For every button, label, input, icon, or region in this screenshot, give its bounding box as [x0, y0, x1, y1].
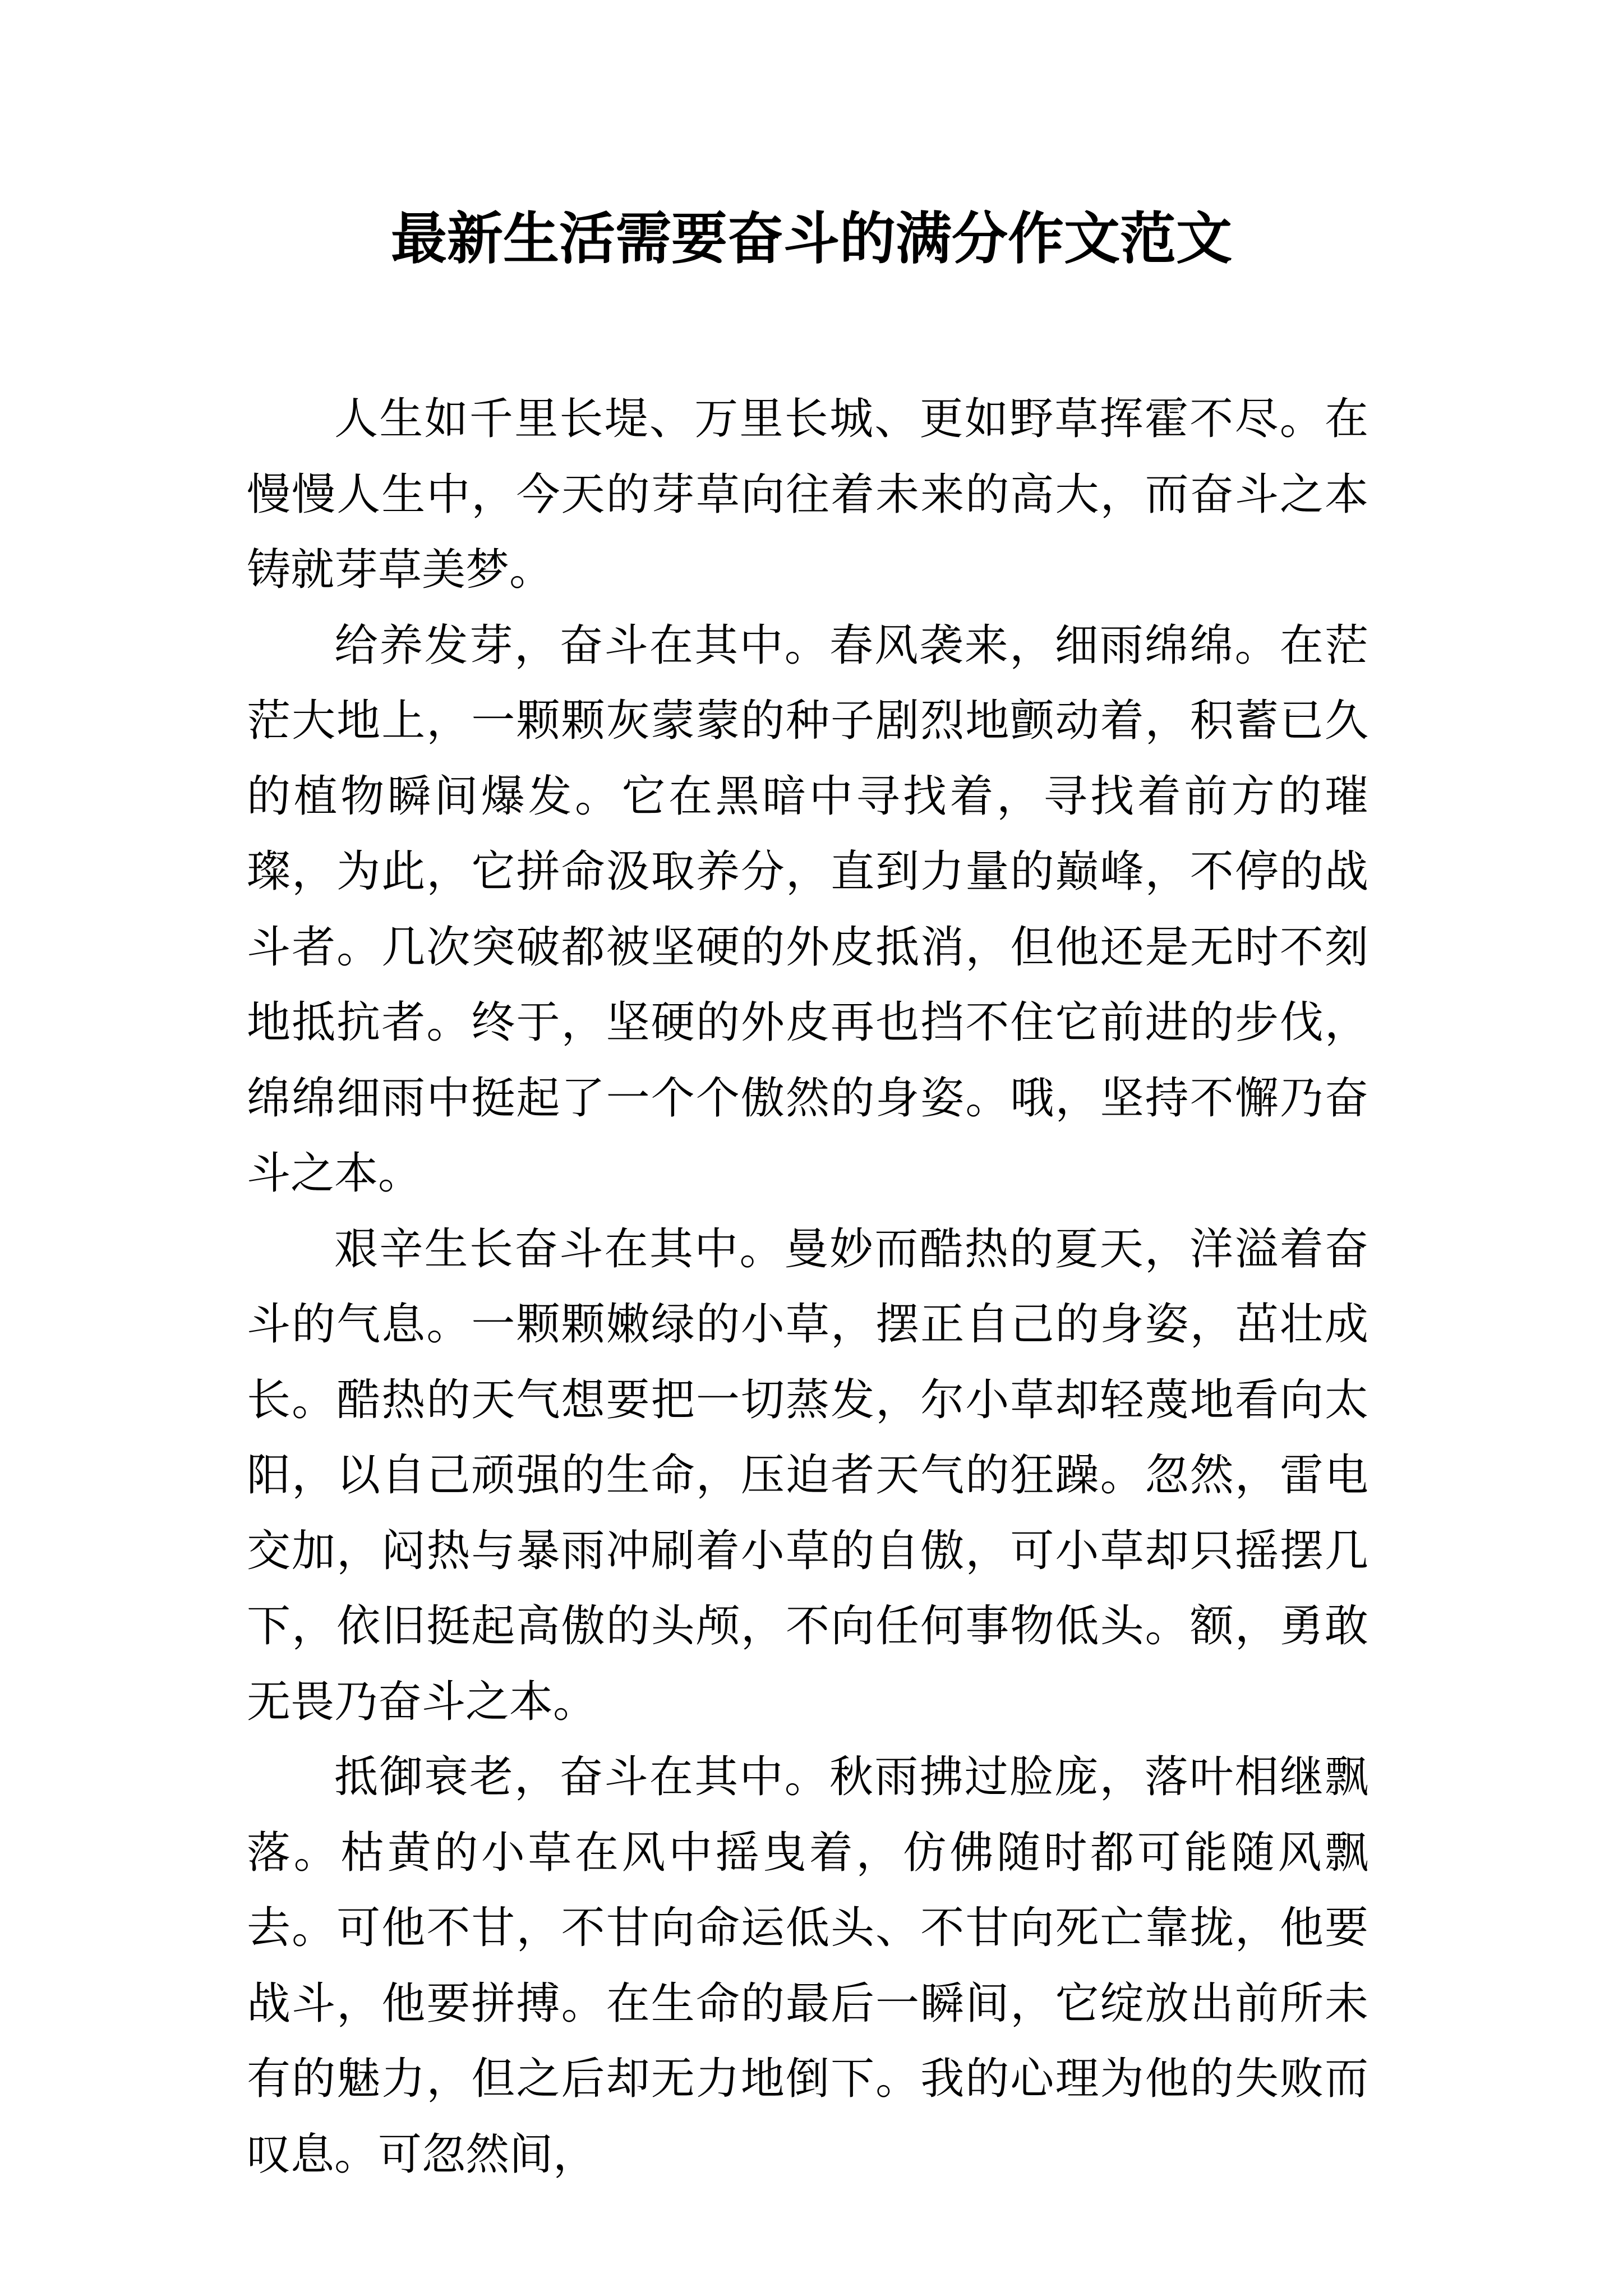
paragraph-3: 艰辛生长奋斗在其中。曼妙而酷热的夏天，洋溢着奋斗的气息。一颗颗嫩绿的小草，摆正自己的身姿，茁壮成长。酷热的天气想要把一切蒸发，尔小草却轻蔑地看向太阳，以自己顽强的生命，压迫者天气的狂躁。忽然，雷电交加，闷热与暴雨冲刷着小草的自傲，可小草却只摇摆几下，依旧挺起高傲的头颅，不向任何事物低头。额，勇敢无畏乃奋斗之本。	[247, 1223, 1368, 1727]
paragraph-1: 人生如千里长堤、万里长城、更如野草挥霍不尽。在慢慢人生中，今天的芽草向往着未来的高大，而奋斗之本铸就芽草美梦。	[247, 394, 1368, 595]
document-title: 最新生活需要奋斗的满分作文范文	[391, 205, 1232, 272]
paragraph-4: 抵御衰老，奋斗在其中。秋雨拂过脸庞，落叶相继飘落。枯黄的小草在风中摇曳着，仿佛随时都可能随风飘去。可他不甘，不甘向命运低头、不甘向死亡靠拢，他要战斗，他要拼搏。在生命的最后一瞬间，它绽放出前所未有的魅力，但之后却无力地倒下。我的心理为他的失败而叹息。可忽然间，	[247, 1752, 1368, 2180]
paragraph-2: 给养发芽，奋斗在其中。春风袭来，细雨绵绵。在茫茫大地上，一颗颗灰蒙蒙的种子剧烈地颤动着，积蓄已久的植物瞬间爆发。它在黑暗中寻找着，寻找着前方的璀璨，为此，它拼命汲取养分，直到力量的巅峰，不停的战斗者。几次突破都被坚硬的外皮抵消，但他还是无时不刻地抵抗者。终于，坚硬的外皮再也挡不住它前进的步伐，绵绵细雨中挺起了一个个傲然的身姿。哦，坚持不懈乃奋斗之本。	[247, 620, 1368, 1199]
document-body	[247, 381, 1368, 2192]
